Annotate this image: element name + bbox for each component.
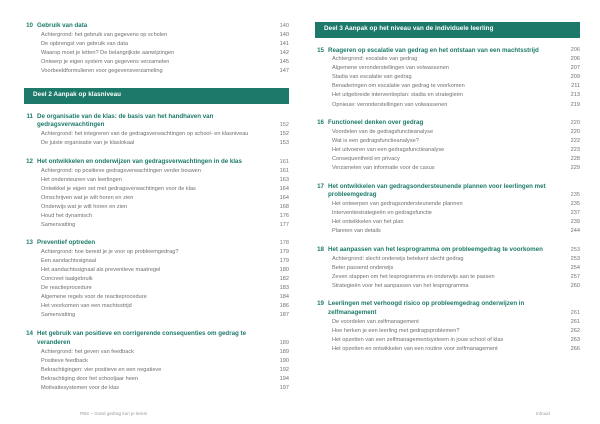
toc-entry-label: Interventiestrategieën en gedragsfunctie bbox=[332, 210, 432, 217]
toc-entry-label: Bekrachtigingen: vier positieve en een negatieve bbox=[41, 366, 162, 373]
chapter-number: 14 bbox=[26, 330, 33, 338]
toc-entry[interactable] bbox=[24, 176, 289, 185]
toc-entry-label: Achtergrond: hoe bereid je je voor op probleemgedrag? bbox=[41, 249, 179, 256]
chapter-number: 12 bbox=[26, 157, 33, 165]
chapter-page-number: 152 bbox=[279, 122, 289, 129]
toc-entry-label: Het ontwikkelen van het plan bbox=[332, 219, 404, 226]
toc-entry-page: 219 bbox=[570, 101, 580, 108]
chapter-page-number: 253 bbox=[570, 246, 580, 253]
toc-entry[interactable] bbox=[315, 218, 580, 227]
toc-entry-label: Achtergrond: het geven van feedback bbox=[41, 348, 134, 355]
chapter-number: 10 bbox=[26, 22, 33, 29]
toc-entry[interactable] bbox=[24, 67, 289, 76]
toc-entry[interactable] bbox=[24, 266, 289, 275]
toc-entry[interactable] bbox=[315, 318, 580, 327]
toc-entry-label: Consequentheid en privacy bbox=[332, 156, 400, 163]
toc-entry-label: Het voorkomen van een machtsstrijd bbox=[41, 303, 132, 310]
toc-entry[interactable] bbox=[315, 255, 580, 264]
toc-entry-label: Achtergrond: het gebruik van gegevens op scholen bbox=[41, 31, 168, 38]
toc-entry-label: Samenvatting bbox=[41, 312, 76, 319]
chapter-entry bbox=[24, 330, 289, 393]
toc-entry-page: 209 bbox=[570, 74, 580, 81]
toc-entry-page: 190 bbox=[279, 357, 289, 364]
chapter-page-number: 261 bbox=[570, 310, 580, 317]
toc-entry-page: 180 bbox=[279, 267, 289, 274]
chapter-number: 17 bbox=[317, 182, 324, 190]
toc-entry-label: Omschrijven wat je wilt horen en zien bbox=[41, 194, 134, 201]
toc-entry-page: 266 bbox=[570, 346, 580, 353]
chapter-entry bbox=[315, 119, 580, 173]
toc-entry-page: 197 bbox=[279, 384, 289, 391]
toc-entry-label: Algemene veronderstellingen van volwassenen bbox=[332, 65, 449, 72]
chapter-title: Het gebruik van positieve en corrigerende consequenties om gedrag te veranderen bbox=[37, 330, 247, 346]
toc-entry-label: De opbrengst van gebruik van data bbox=[41, 40, 129, 47]
toc-entry[interactable] bbox=[24, 130, 289, 139]
toc-entry-label: Verzamelen van informatie voor de casus bbox=[332, 165, 435, 172]
toc-entry[interactable] bbox=[24, 284, 289, 293]
toc-entry-page: 153 bbox=[279, 140, 289, 147]
toc-entry-label: Achtergrond: het integreren van de gedragsverwachtingen op school- en klasniveau bbox=[41, 131, 249, 138]
toc-entry-page: 228 bbox=[570, 156, 580, 163]
toc-entry[interactable] bbox=[24, 293, 289, 302]
toc-entry-page: 262 bbox=[570, 328, 580, 335]
toc-entry-label: Strategieën voor het aanpassen van het lesprogramma bbox=[332, 282, 469, 289]
toc-entry-label: Het uitvoeren van een gedragsfunctieanalyse bbox=[332, 146, 445, 153]
toc-entry[interactable] bbox=[24, 366, 289, 375]
chapter-number: 13 bbox=[26, 239, 33, 247]
toc-entry-page: 177 bbox=[279, 221, 289, 228]
toc-entry[interactable] bbox=[24, 357, 289, 366]
toc-entry[interactable] bbox=[24, 58, 289, 67]
toc-entry-label: Voordelen van de gedragsfunctieanalyse bbox=[332, 128, 434, 135]
chapter-heading[interactable] bbox=[24, 158, 289, 167]
toc-entry[interactable] bbox=[315, 55, 580, 64]
chapter-heading[interactable] bbox=[315, 300, 580, 318]
toc-entry-label: Achtergrond: op positieve gedragsverwachtingen verder bouwen bbox=[41, 167, 201, 174]
toc-entry-page: 179 bbox=[279, 258, 289, 265]
toc-entry-page: 253 bbox=[570, 255, 580, 262]
toc-entry-label: Wat is een gedragsfunctieanalyse? bbox=[332, 137, 419, 144]
toc-entry-page: 145 bbox=[279, 58, 289, 65]
toc-entry-label: Het opzetten en ontwikkelen van een routine voor zelfmanagement bbox=[332, 346, 498, 353]
toc-entry[interactable] bbox=[315, 82, 580, 91]
chapter-heading[interactable] bbox=[24, 113, 289, 131]
toc-entry-page: 213 bbox=[570, 92, 580, 99]
toc-entry[interactable] bbox=[24, 194, 289, 203]
toc-entry[interactable] bbox=[315, 128, 580, 137]
part-banner-deel-3: Deel 3 Aanpak op het niveau van de individuele leerling bbox=[315, 22, 580, 38]
chapter-entry bbox=[315, 183, 580, 237]
toc-entry[interactable] bbox=[24, 40, 289, 49]
toc-entry[interactable] bbox=[24, 203, 289, 212]
toc-entry-label: Beter passend onderwijs bbox=[332, 264, 394, 271]
toc-entry[interactable] bbox=[24, 384, 289, 393]
toc-entry-page: 220 bbox=[570, 128, 580, 135]
toc-entry-page: 142 bbox=[279, 49, 289, 56]
toc-entry-page: 263 bbox=[570, 337, 580, 344]
toc-entry-page: 206 bbox=[570, 56, 580, 63]
toc-entry-page: 211 bbox=[571, 83, 580, 90]
chapter-title: Preventief optreden bbox=[37, 239, 96, 247]
chapter-page-number: 161 bbox=[279, 158, 289, 165]
chapter-number: 18 bbox=[317, 245, 324, 253]
chapter-title: Het ontwikkelen en onderwijzen van gedragsverwachtingen in de klas bbox=[37, 157, 242, 165]
chapter-title: Gebruik van data bbox=[37, 22, 88, 29]
toc-entry[interactable] bbox=[315, 209, 580, 218]
chapter-page-number: 220 bbox=[570, 119, 580, 126]
toc-entry-page: 239 bbox=[570, 219, 580, 226]
toc-entry-label: Onderwijs wat je wilt horen en zien bbox=[41, 203, 128, 210]
toc-entry-page: 229 bbox=[570, 165, 580, 172]
footer-book-title: PBS – Goed gedrag kun je leren! bbox=[80, 411, 148, 416]
toc-entry-label: Stadia van escalatie van gedrag bbox=[332, 74, 412, 81]
chapter-title: Leerlingen met verhoogd risico op probleemgedrag onderwijzen in zelfmanagement bbox=[328, 300, 525, 317]
chapter-title: Het ontwikkelen van gedragsondersteunende plannen voor leerlingen met probleemgedrag bbox=[328, 182, 546, 199]
toc-entry[interactable] bbox=[315, 336, 580, 345]
chapter-page-number: 189 bbox=[279, 339, 289, 346]
chapter-heading[interactable] bbox=[24, 239, 289, 248]
toc-entry-page: 261 bbox=[570, 318, 580, 325]
toc-entry[interactable] bbox=[315, 273, 580, 282]
toc-entry-label: Houd het dynamisch bbox=[41, 212, 92, 219]
toc-entry[interactable] bbox=[24, 139, 289, 148]
toc-entry-label: Voorbeeldformulieren voor gegevensverzameling bbox=[41, 67, 163, 74]
toc-entry-label: De juiste organisatie van je klaslokaal bbox=[41, 140, 135, 147]
toc-entry-page: 244 bbox=[570, 228, 580, 235]
toc-entry[interactable] bbox=[315, 282, 580, 291]
toc-entry-label: Ontwikkel je eigen set met gedragsverwachtingen voor de klas bbox=[41, 185, 196, 192]
toc-entry[interactable] bbox=[315, 200, 580, 209]
toc-entry-label: Opnieuw: veronderstellingen van volwassenen bbox=[332, 101, 448, 108]
toc-entry-page: 260 bbox=[570, 282, 580, 289]
toc-entry-label: Plannen van details bbox=[332, 228, 381, 235]
right-column bbox=[315, 22, 580, 424]
chapter-number: 11 bbox=[26, 112, 33, 120]
toc-entry[interactable] bbox=[24, 375, 289, 384]
toc-entry-page: 182 bbox=[279, 276, 289, 283]
toc-entry-label: Samenvatting bbox=[41, 221, 76, 228]
toc-entry[interactable] bbox=[24, 275, 289, 284]
toc-entry-page: 147 bbox=[279, 67, 289, 74]
toc-entry[interactable] bbox=[24, 212, 289, 221]
toc-entry[interactable] bbox=[315, 345, 580, 354]
chapter-page-number: 235 bbox=[570, 192, 580, 199]
chapter-page-number: 140 bbox=[279, 22, 289, 29]
toc-entry-page: 164 bbox=[279, 185, 289, 192]
toc-entry-label: Motivatiesystemen voor de klas bbox=[41, 384, 120, 391]
toc-entry-label: Algemene regels voor de reactieprocedure bbox=[41, 294, 147, 301]
toc-entry-label: Achtergrond: slecht onderwijs betekent slecht gedrag bbox=[332, 255, 464, 262]
toc-entry-page: 176 bbox=[279, 212, 289, 219]
chapter-page-number: 206 bbox=[570, 47, 580, 54]
toc-entry-label: Zeven stappen om het lesprogramma en onderwijs aan te passen bbox=[332, 273, 495, 280]
left-chapter-list bbox=[24, 113, 289, 393]
toc-entry[interactable] bbox=[24, 311, 289, 320]
chapter-entry bbox=[24, 113, 289, 149]
toc-entry-page: 192 bbox=[279, 366, 289, 373]
toc-entry-label: Een aandachtssignaal bbox=[41, 258, 97, 265]
chapter-number: 16 bbox=[317, 119, 324, 127]
toc-entry-page: 207 bbox=[570, 65, 580, 72]
toc-entry-page: 179 bbox=[279, 249, 289, 256]
toc-entry-page: 222 bbox=[570, 137, 580, 144]
toc-entry[interactable] bbox=[315, 101, 580, 110]
chapter-number: 15 bbox=[317, 46, 324, 54]
toc-entry-label: Ontwerp je eigen system van gegevens verzamelen bbox=[41, 58, 170, 65]
toc-entry[interactable] bbox=[315, 227, 580, 236]
toc-entry[interactable] bbox=[315, 73, 580, 82]
chapter-heading[interactable] bbox=[24, 22, 289, 31]
chapter-title: Het aanpassen van het lesprogramma om probleemgedrag te voorkomen bbox=[328, 245, 543, 253]
toc-entry-page: 254 bbox=[570, 264, 580, 271]
chapter-entry bbox=[24, 239, 289, 320]
toc-entry[interactable] bbox=[315, 264, 580, 273]
toc-entry-page: 187 bbox=[279, 312, 289, 319]
page-footer bbox=[24, 411, 576, 416]
chapter-number: 19 bbox=[317, 300, 324, 308]
toc-entry-page: 237 bbox=[570, 210, 580, 217]
toc-entry[interactable] bbox=[315, 64, 580, 73]
toc-entry[interactable] bbox=[24, 167, 289, 176]
toc-entry-page: 161 bbox=[279, 167, 289, 174]
chapter-heading[interactable] bbox=[315, 246, 580, 255]
right-chapter-list bbox=[315, 47, 580, 355]
chapter-entry bbox=[24, 158, 289, 230]
toc-entry[interactable] bbox=[24, 31, 289, 40]
toc-entry-label: Positieve feedback bbox=[41, 357, 88, 364]
toc-entry-label: Achtergrond: escalatie van gedrag bbox=[332, 56, 418, 63]
chapter-page-number: 178 bbox=[279, 240, 289, 247]
chapter-title: Reageren op escalatie van gedrag en het ontstaan van een machtsstrijd bbox=[328, 46, 539, 54]
toc-entry[interactable] bbox=[315, 91, 580, 100]
chapter-title: De organisatie van de klas: de basis van het handhaven van gedragsverwachtingen bbox=[37, 112, 214, 129]
toc-entry-page: 186 bbox=[279, 303, 289, 310]
toc-entry-page: 235 bbox=[570, 201, 580, 208]
chapter-entry bbox=[315, 246, 580, 291]
toc-entry[interactable] bbox=[24, 185, 289, 194]
toc-entry-label: Concreet taalgebruik bbox=[41, 276, 93, 283]
toc-entry-page: 152 bbox=[279, 131, 289, 138]
toc-entry[interactable] bbox=[315, 137, 580, 146]
chapter-heading[interactable] bbox=[315, 47, 580, 56]
toc-entry[interactable] bbox=[315, 327, 580, 336]
toc-entry[interactable] bbox=[315, 164, 580, 173]
toc-entry-label: Hoe herken je een leerling met gedragsproblemen? bbox=[332, 328, 460, 335]
toc-entry[interactable] bbox=[315, 146, 580, 155]
toc-entry-page: 140 bbox=[279, 31, 289, 38]
toc-entry[interactable] bbox=[24, 248, 289, 257]
toc-entry[interactable] bbox=[24, 302, 289, 311]
toc-entry-label: Het ontwerpen van gedragsondersteunende plannen bbox=[332, 201, 463, 208]
toc-entry-page: 141 bbox=[279, 40, 289, 47]
toc-entry-page: 223 bbox=[570, 146, 580, 153]
toc-entry[interactable] bbox=[24, 49, 289, 58]
part-banner-deel-2: Deel 2 Aanpak op klasniveau bbox=[24, 88, 289, 104]
left-column bbox=[24, 22, 289, 424]
toc-entry-label: Het ondersteunen van leerlingen bbox=[41, 176, 122, 183]
toc-entry[interactable] bbox=[24, 257, 289, 266]
toc-entry-label: De reactieprocedure bbox=[41, 285, 92, 292]
chapter-heading[interactable] bbox=[24, 330, 289, 348]
toc-entry-label: Het uitgebreide interventieplan: stadia en strategieën bbox=[332, 92, 463, 99]
toc-entry[interactable] bbox=[24, 348, 289, 357]
toc-entry-page: 189 bbox=[279, 348, 289, 355]
toc-entry-page: 163 bbox=[279, 176, 289, 183]
toc-entry-label: Waarop moet je letten? De belangrijkste aanwijzingen bbox=[41, 49, 175, 56]
toc-entry[interactable] bbox=[24, 221, 289, 230]
toc-entry-label: Het opzetten van een zelfmanagementsysteem in jouw school of klas bbox=[332, 337, 504, 344]
toc-entry-label: Bekrachtiging door het schooljaar heen bbox=[41, 375, 139, 382]
toc-entry-page: 257 bbox=[570, 273, 580, 280]
footer-section-label: Inhoud bbox=[535, 411, 550, 416]
toc-entry-page: 194 bbox=[279, 375, 289, 382]
toc-entry-label: De voordelen van zelfmanagement bbox=[332, 318, 419, 325]
toc-entry-page: 183 bbox=[279, 285, 289, 292]
toc-entry-label: Benaderingen om escalatie van gedrag te voorkomen bbox=[332, 83, 465, 90]
chapter-title: Functioneel denken over gedrag bbox=[328, 119, 424, 127]
toc-entry-page: 168 bbox=[279, 203, 289, 210]
chapter-entry bbox=[315, 47, 580, 110]
toc-entry-page: 164 bbox=[279, 194, 289, 201]
toc-entry-page: 184 bbox=[279, 294, 289, 301]
chapter-heading[interactable] bbox=[315, 183, 580, 201]
chapter-entry bbox=[24, 22, 289, 76]
chapter-entry bbox=[315, 300, 580, 354]
toc-entry[interactable] bbox=[315, 155, 580, 164]
toc-entry-label: Het aandachtssignaal als preventieve maatregel bbox=[41, 267, 161, 274]
chapter-heading[interactable] bbox=[315, 119, 580, 128]
